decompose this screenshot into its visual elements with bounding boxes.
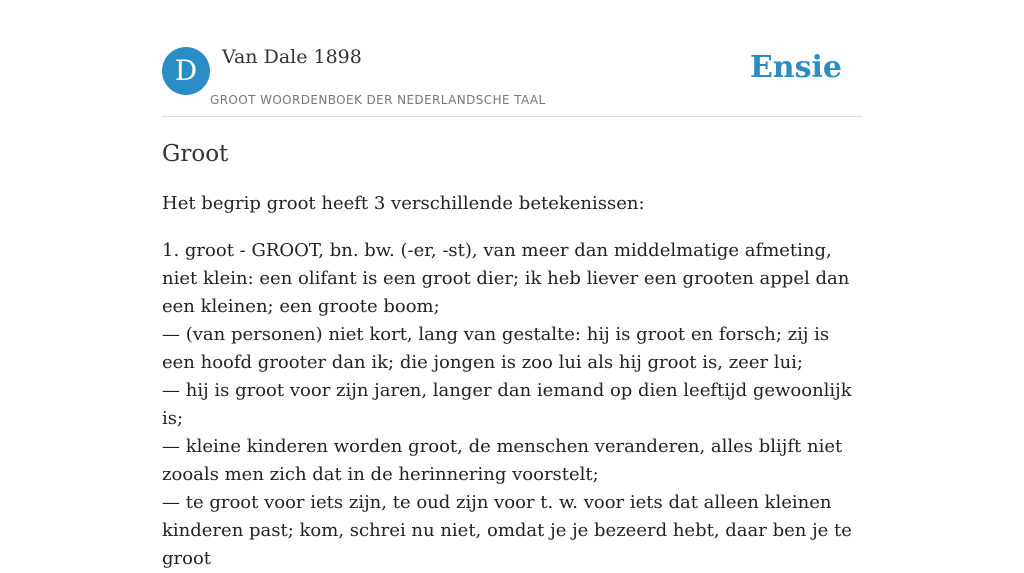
entry-headword: Groot <box>162 141 229 167</box>
definition-line: — te groot voor iets zijn, te oud zijn voor t. w. voor iets dat alleen kleinen kinderen past; kom, schrei nu niet, omdat je je bezeerd hebt, daar ben je te groot <box>162 492 852 569</box>
dictionary-subtitle: GROOT WOORDENBOEK DER NEDERLANDSCHE TAAL <box>210 93 546 107</box>
dictionary-title[interactable]: Van Dale 1898 <box>222 46 362 68</box>
ensie-logo[interactable]: Ensie <box>749 50 842 85</box>
entry-definition <box>162 237 862 573</box>
definition-line: 1. groot - GROOT, bn. bw. (-er, -st), van meer dan middelmatige afmeting, niet klein: een olifant is een groot dier; ik heb liever een grooten appel dan een kleinen; een groote boom; <box>162 240 850 317</box>
entry-content <box>162 138 862 573</box>
dictionary-header <box>162 0 862 117</box>
entry-intro: Het begrip groot heeft 3 verschillende betekenissen: <box>162 193 645 214</box>
definition-line: — kleine kinderen worden groot, de menschen veranderen, alles blijft niet zooals men zich dat in de herinnering voorstelt; <box>162 436 843 485</box>
dictionary-logo-icon[interactable]: D <box>162 47 210 95</box>
definition-line: — hij is groot voor zijn jaren, langer dan iemand op dien leeftijd gewoonlijk is; <box>162 380 852 429</box>
definition-line: — (van personen) niet kort, lang van gestalte: hij is groot en forsch; zij is een hoofd grooter dan ik; die jongen is zoo lui als hij groot is, zeer lui; <box>162 324 830 373</box>
